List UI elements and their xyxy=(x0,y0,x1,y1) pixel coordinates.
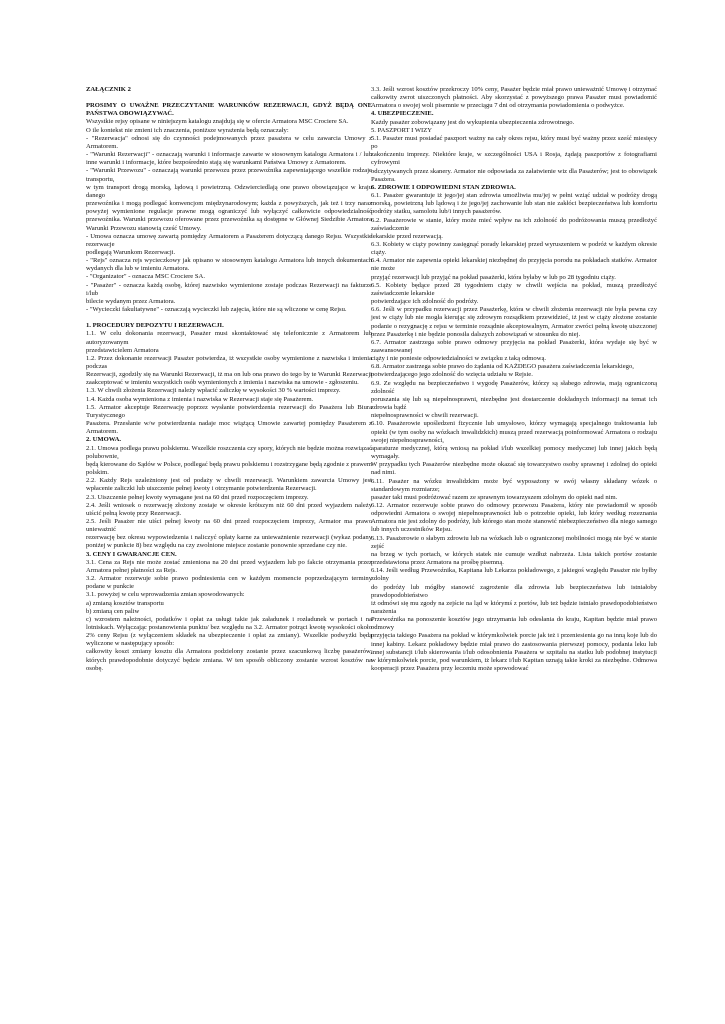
paragraph: - "Rezerwacja" odnosi się do czynności podejmowanych przez pasażera w celu zawarcia Umowy z Armatorem. xyxy=(86,134,372,150)
paragraph: rezerwację bez okresu wypowiedzenia i naliczyć opłaty karne za unieważnienie rezerwacji (wykaz podany poniżej w punkcie 8) bez względu na czy zwolnione miejsce zostanie ponownie sprzedane czy nie. xyxy=(86,534,372,550)
paragraph: - Umowa oznacza umowę zawartą pomiędzy Armatorem a Pasażerem dotyczącą danego Rejsu. Wszystkie rezerwacje xyxy=(86,232,372,248)
paragraph: 3.1. Cena za Rejs nie może zostać zmieniona na 20 dni przed wyjazdem lub po fakcie otrzymania przez Armatora pełnej płatności za Rejs. xyxy=(86,558,372,574)
paragraph: 2.1. Umowa podlega prawu polskiemu. Wszelkie roszczenia czy spory, których nie będzie można rozwiązać polubownie, xyxy=(86,444,372,460)
paragraph: 6.5. Kobiety będące przed 28 tygodniem ciąży w chwili wejścia na pokład, muszą przedłożyć zaświadczenie lekarskie xyxy=(371,281,657,297)
paragraph: Wszystkie rejsy opisane w niniejszym katalogu znajdują się w ofercie Armatora MSC Crociere SA. xyxy=(86,118,349,126)
paragraph: niepełnosprawności w chwili rezerwacji. xyxy=(371,412,479,420)
section-5-body xyxy=(371,135,657,184)
paragraph: - "Rejs" oznacza rejs wycieczkowy jak opisano w stosownym katalogu Armatora lub innych dokumentach wydanych dla lub w imieniu Armatora. xyxy=(86,257,372,273)
paragraph: - "Warunki Rezerwacji" - oznaczają warunki i informacje zawarte w stosownym katalogu Armatora i / lub inne warunki i informacje, które bezpośrednio stają się warunkami Państwa Umowy z Armatorem. xyxy=(86,151,372,167)
section-4-body xyxy=(371,119,657,127)
paragraph: w tym transport drogą morską, lądową i powietrzną. Odzwierciedlają one prawo obowiązujące w kraju danego xyxy=(86,183,372,199)
paragraph: 6.9. Ze względu na bezpieczeństwo i wygodę Pasażerów, którzy są słabego zdrowia, mają ograniczoną zdolność xyxy=(371,379,657,395)
paragraph: b) zmianą cen paliw xyxy=(86,607,140,615)
section-1-body xyxy=(86,330,372,436)
section-6-body xyxy=(371,192,657,673)
section-3-body xyxy=(86,559,372,673)
paragraph: Rezerwacji, zgodziły się na Warunki Rezerwacji, iż ma on lub ona prawo do tego by te Warunki Rezerwacji zaakceptować w imieniu wszystkich osób wymienionych z imienia i nazwiska na umowie - zgłoszeniu. xyxy=(86,371,372,387)
paragraph: Pasażera. Przesłanie w/w potwierdzenia nadaje moc wiążącą Umowie zawartej pomiędzy Pasażerem z Armatorem. xyxy=(86,420,372,436)
paragraph: przedstawicielem Armatora xyxy=(86,346,159,354)
section-4-heading: 4. UBEZPIECZENIE. xyxy=(371,110,434,118)
paragraph: - "Wycieczki fakultatywne" - oznaczają wycieczki lub zajęcia, które nie są wliczone w cenę Rejsu. xyxy=(86,306,347,314)
paragraph: poruszania się lub są niepełnosprawni, niezbędne jest dostarczenie dokładnych informacji na temat ich zdrowia bądź xyxy=(371,395,657,412)
left-column xyxy=(86,86,372,673)
paragraph: całkowity koszt zmiany kosztu dla Armatora podzielony zostanie przez szacunkową liczbę pasażerów, których prawdopodobnie dotyczyć będzie zmiana. W ten sposób obliczony zostanie wzrost kosztów na osobę. xyxy=(86,648,372,672)
paragraph: 6.11. Pasażer na wózku inwalidzkim może być wyposażony w swój własny składany wózek o standardowym rozmiarze; xyxy=(371,477,657,493)
paragraph: 2.2. Każdy Rejs uzależniony jest od podaży w chwili rezerwacji. Warunkiem zawarcia Umowy jest wpłacenie zaliczki lub uiszczenie pełnej kwoty i otrzymanie potwierdzenia Rezerwacji. xyxy=(86,477,372,493)
paragraph: przewoźnika i mogą podlegać konwencjom międzynarodowym; każda z powyższych, jak też i trzy naraz powyżej wymienione regulacje prawne mogą ograniczyć lub wyłączyć całkowicie odpowiedzialność przewoźnika. Warunki przewozu oferowane przez przewoźnika są dostępne w Głównej Siedzibie Armatora Warunki Przewozu stanowią cześć Umowy. xyxy=(86,200,372,232)
paragraph: 1.2. Przez dokonanie rezerwacji Pasażer potwierdza, iż wszystkie osoby wymienione z nazwiska i imienia podczas xyxy=(86,354,372,370)
paragraph: 1.4. Każda osoba wymieniona z imienia i nazwiska w Rezerwacji staje się Pasażerem. xyxy=(86,395,314,403)
paragraph: - "Pasażer" - oznacza każdą osobę, której nazwisko wymienione zostaje podczas Rezerwacji na fakturze i/lub xyxy=(86,281,372,297)
paragraph: przyjęcia takiego Pasażera na pokład w którymkolwiek porcie jak też i przeniesienia go na inną koje lub do innej kabiny. Lekarz pokładowy będzie miał prawo do zastosowania pierwszej pomocy, podania leku lub innej substancji i/lub skierowania i/lub odosobnienia Pasażera w szpitalu na statku lub podobnej instytucji w którymkolwiek porcie, pod warunkiem, iż lekarz i/lub Kapitan uznają takie kroki za niezbędne. Odmowa kooperacji przez Pasażera przy leczeniu może spowodować xyxy=(371,632,657,673)
paragraph: - "Warunki Przewozu" - oznaczają warunki przewozu przez przewoźnika zapewniającego wszelkie rodzaje transportu, xyxy=(86,167,372,183)
appendix-title: ZAŁĄCZNIK 2 xyxy=(86,86,131,93)
paragraph: 1.5. Armator akceptuje Rezerwację poprzez wysłanie potwierdzenia rezerwacji do Pasażera lub Biura Turystycznego xyxy=(86,403,372,419)
paragraph: do podróży lub mógłby stanowić zagrożenie dla zdrowia lub bezpieczeństwa lub istniałoby prawdopodobieństwo xyxy=(371,583,657,599)
section-3-continuation xyxy=(371,86,657,110)
warning-heading: PROSIMY O UWAŻNE PRZECZYTANIE WARUNKÓW REZERWACJI, GDYŻ BĘDĄ ONE PAŃSTWA OBOWIĄZYWAĆ. xyxy=(86,102,372,118)
paragraph: 6.13. Pasażerowie o słabym zdrowiu lub na wózkach lub o ograniczonej mobilności mogą nie być w stanie zejść xyxy=(371,534,657,550)
section-2-heading: 2. UMOWA. xyxy=(86,436,121,444)
paragraph: podlegają Warunkom Rezerwacji. xyxy=(86,248,176,256)
paragraph: lekarskie przed rezerwacją. xyxy=(371,232,443,240)
intro-paragraphs xyxy=(86,118,372,314)
paragraph: 6.12. Armator rezerwuje sobie prawo do odmowy przewozu Pasażera, który nie powiadomił w sposób odpowiedni Armatora o swojej niepełnosprawności lub o potrzebie opieki, lub który według rozeznania Armatora nie jest zdolny do podróży, lub którego stan może stanowić niebezpieczeństwo dla niego samego lub innych uczestników Rejsu. xyxy=(371,501,657,534)
paragraph: przyjąć rezerwacji lub przyjąć na pokład pasażerki, która byłaby w lub po 28 tygodniu ciąży. xyxy=(371,273,616,281)
paragraph: 5.1. Pasażer musi posiadać paszport ważny na cały okres rejsu, który musi być ważny przez sześć miesięcy po xyxy=(371,134,657,151)
section-6-heading: 6. ZDROWIE I ODPOWIEDNI STAN ZDROWIA. xyxy=(371,183,516,191)
paragraph: będą kierowane do Sądów w Polsce, podlegać będą prawu polskiemu i rozstrzygane będą zgodnie z prawem polskim. xyxy=(86,460,372,477)
paragraph: Przewoźnika na ponoszenie kosztów jego utrzymania lub odesłania do kraju, Kapitan będzie miał prawo odmowy xyxy=(371,616,657,632)
paragraph: 2.5. Jeśli Pasażer nie uiści pełnej kwoty na 60 dni przed rozpoczęciem imprezy, Armator ma prawo unieważnić xyxy=(86,517,372,534)
paragraph: - "Organizator" - oznacza MSC Crociere SA. xyxy=(86,273,205,281)
paragraph: 2.3. Uiszczenie pełnej kwoty wymagane jest na 60 dni przed rozpoczęciem imprezy. xyxy=(86,493,309,501)
paragraph: a) zmianą kosztów transportu xyxy=(86,599,164,607)
paragraph: 6.2. Pasażerowie w stanie, który może mieć wpływ na ich zdolność do podróżowania muszą przedłożyć zaświadczenie xyxy=(371,216,657,232)
paragraph: 6.6. Jeśli w przypadku rezerwacji przez Pasażerkę, która w chwili złożenia rezerwacji nie była pewna czy jest w ciąży lub nie mogła kierując się zdrowym rozsądkiem przewidzieć, iż jest w ciąży złożone zostanie podanie o rezygnację z rejsu w terminie rozsądnie akceptowalnym, Armator zwróci pełną kwotę uiszczonej przez Pasażerkę i nie będzie ponosiła dalszych zobowiązań w stosunku do niej. xyxy=(371,306,657,338)
section-1-heading: 1. PROCEDURY DEPOZYTU I REZERWACJI. xyxy=(86,322,224,330)
paragraph: W przypadku tych Pasażerów niezbędne może okazać się towarzystwo osoby sprawnej i zdolnej do opieki nad nimi. xyxy=(371,461,657,477)
paragraph: 6.4. Armator nie zapewnia opieki lekarskiej niezbędnej do przyjęcia porodu na pokładach statków. Armator nie może xyxy=(371,257,657,273)
paragraph: potwierdzające ich zdolność do podróży. xyxy=(371,298,479,306)
section-2-body xyxy=(86,445,372,551)
paragraph: 6.10. Pasażerowie upośledzeni fizycznie lub umysłowo, którzy wymagają specjalnego traktowania lub opieki (w tym osoby na wózkach inwalidzkich) muszą przed rezerwacją poinformować Armatora o rodzaju swojej niepełnosprawności, xyxy=(371,420,657,444)
paragraph: zakończeniu imprezy. Niektóre kraje, w szczególności USA i Rosja, żądają paszportów z fotografiami cyfrowymi xyxy=(371,151,657,167)
paragraph: 3.3. Jeśli wzrost kosztów przekroczy 10% ceny, Pasażer będzie miał prawo unieważnić Umowę i otrzymać całkowity zwrot uiszczonych płatności. Aby skorzystać z powyższego prawa Pasażer musi powiadomić Armatora o swojej woli pisemnie w przeciągu 7 dni od otrzymania powiadomienia o podwyżce. xyxy=(371,86,657,110)
paragraph: aparaturze medycznej, którą wniosą na pokład i/lub wszelkiej pomocy medycznej lub innej jakich będą wymagały. xyxy=(371,444,657,461)
paragraph: 1.1. W celu dokonania rezerwacji, Pasażer musi skontaktować się telefonicznie z Armatorem lub autoryzowanym xyxy=(86,330,372,346)
paragraph: pasażer taki musi podróżować razem ze sprawnym towarzyszem zdolnym do opieki nad nim. xyxy=(371,493,618,501)
paragraph: na brzeg w tych portach, w których statek nie cumuje wzdłuż nabrzeża. Lista takich portów zostanie przedstawiona przez Armatora na prośbę pisemną. xyxy=(371,550,657,567)
paragraph: 6.8. Armator zastrzega sobie prawo do żądania od KAŻDEGO pasażera zaświadczenia lekarskiego, xyxy=(371,363,634,371)
section-3-heading: 3. CENY I GWARANCJE CEN. xyxy=(86,550,177,558)
paragraph: odczytywanych przez skanery. Armator nie odpowiada za załatwienie wiz dla Pasażerów; jest to obowiązek Pasażera. xyxy=(371,167,657,183)
paragraph: iż odmówi się mu zgody na zejście na ląd w którymś z portów, lub też będzie istniało prawdopodobieństwo narażenia xyxy=(371,599,657,615)
paragraph: 6.14. Jeśli według Przewoźnika, Kapitana lub Lekarza pokładowego, z jakiegoś względu Pasażer nie byłby zdolny xyxy=(371,567,657,583)
paragraph: potwierdzającego jego zdolność do wzięcia udziału w Rejsie. xyxy=(371,371,533,379)
right-column xyxy=(371,86,657,673)
paragraph: 3.1. powyżej w celu wprowadzenia zmian spowodowanych: xyxy=(86,591,245,599)
paragraph: c) wzrostem należności, podatków i opłat za usługi takie jak załadunek i rozładunek w portach i na lotniskach. Wyłączając postanowienia punktu/ bez względu na 3.2. Armator potrąci kwotę wysokości około 2% ceny Rejsu (z wyłączeniem składek na ubezpieczenie i opłat za zmiany). Wszelkie podwyżki będą wyliczone w następujący sposób: xyxy=(86,615,372,648)
paragraph: 3.2. Armator rezerwuje sobie prawo podniesienia cen w każdym momencie poprzedzającym terminy podane w punkcie xyxy=(86,575,372,591)
paragraph: 2.4. Jeśli wniosek o rezerwację złożony zostaje w okresie krótszym niż 60 dni przed wyjazdem należy uiścić pełną kwotę przy Rezerwacji. xyxy=(86,501,372,517)
paragraph: 6.1. Pasażer gwarantuje iż jego/jej stan zdrowia umożliwia mu/jej w pełni wziąć udział w podróży drogą morską, powietrzną lub lądową i że jego/jej zachowanie lub stan nie zakłóci bezpieczeństwa lub komfortu podróży statku, samolotu lub/i innych pasażerów. xyxy=(371,192,657,216)
paragraph: bilecie wydanym przez Armatora. xyxy=(86,297,176,305)
paragraph: O ile kontekst nie zmieni ich znaczenia, poniższe wyrażenia będą oznaczały: xyxy=(86,126,289,134)
paragraph: Każdy pasażer zobowiązany jest do wykupienia ubezpieczenia zdrowotnego. xyxy=(371,118,575,126)
paragraph: 6.7. Armator zastrzega sobie prawo odmowy przyjęcia na pokład Pasażerki, która wydaje się być w zaawansowanej xyxy=(371,338,657,354)
paragraph: ciąży i nie poniesie odpowiedzialności w związku z taką odmową. xyxy=(371,355,547,363)
section-5-heading: 5. PASZPORT I WIZY xyxy=(371,126,433,134)
paragraph: 6.3. Kobiety w ciąży powinny zasięgnąć porady lekarskiej przed wyruszeniem w podróż w każdym okresie ciąży. xyxy=(371,240,657,257)
paragraph: 1.3. W chwili złożenia Rezerwacji należy wpłacić zaliczkę w wysokości 30 % wartości imprezy. xyxy=(86,387,341,395)
